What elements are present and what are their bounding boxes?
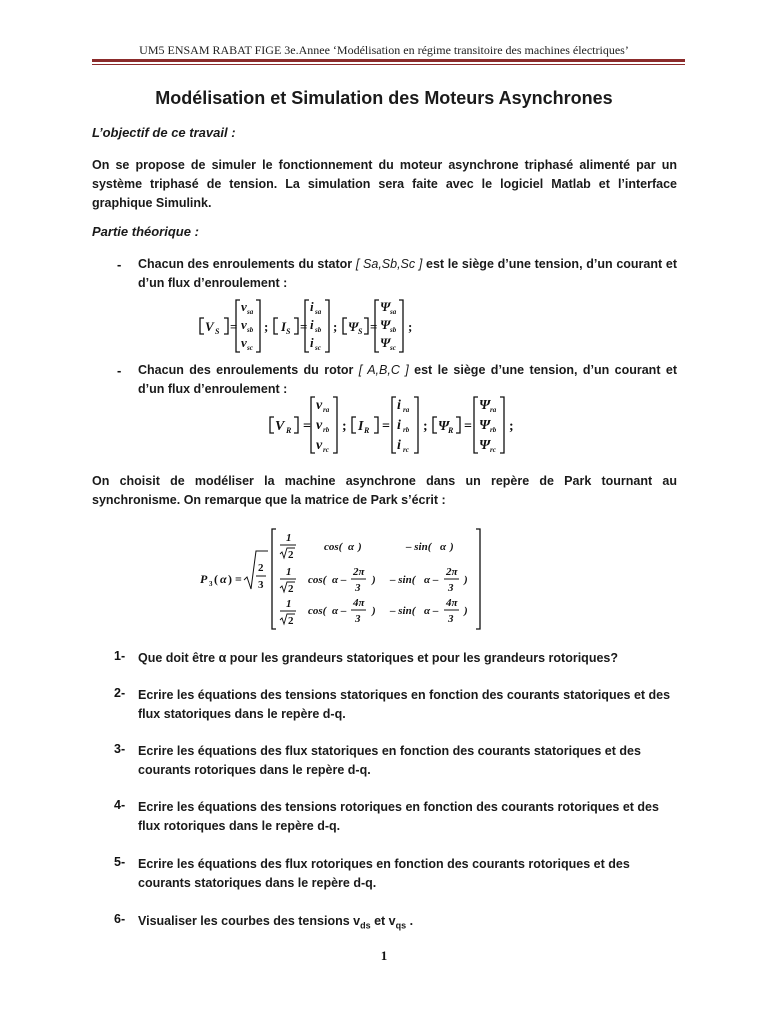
svg-text:S: S	[358, 327, 363, 336]
svg-text:– sin(: – sin(	[390, 605, 416, 617]
svg-text:sb: sb	[247, 326, 254, 334]
svg-text:α: α	[348, 541, 355, 553]
svg-text:Ψ: Ψ	[380, 335, 391, 350]
svg-text:Ψ: Ψ	[348, 319, 359, 334]
svg-text:i: i	[310, 317, 314, 332]
rotor-bullet-text-a: Chacun des enroulements du rotor	[138, 363, 359, 377]
svg-text:sb: sb	[390, 326, 397, 334]
svg-text:I: I	[358, 419, 364, 434]
svg-text:Ψ: Ψ	[479, 418, 491, 433]
svg-text:ra: ra	[490, 406, 497, 414]
document-title: Modélisation et Simulation des Moteurs Asynchrones	[155, 88, 613, 108]
svg-text:S: S	[286, 327, 291, 336]
svg-text:P: P	[200, 572, 208, 586]
svg-text:sc: sc	[247, 344, 253, 352]
svg-text:2: 2	[288, 583, 294, 595]
svg-text:α: α	[440, 541, 447, 553]
svg-text:Ψ: Ψ	[438, 419, 450, 434]
park-paragraph: On choisit de modéliser la machine asynchrone dans un repère de Park tournant au synchronisme. On remarque que la matrice de Park s’écrit :	[92, 474, 677, 507]
question-number: 4-	[114, 798, 126, 812]
svg-text:3: 3	[355, 582, 361, 594]
svg-text:): )	[358, 541, 362, 553]
question-number: 1-	[114, 649, 126, 663]
svg-text:2π: 2π	[353, 566, 365, 578]
svg-text:v: v	[316, 418, 323, 433]
park-matrix-formula	[200, 525, 490, 633]
svg-text:3: 3	[355, 613, 361, 625]
svg-text:v: v	[316, 398, 323, 413]
svg-text:Ψ: Ψ	[479, 398, 491, 413]
svg-text:3: 3	[258, 579, 264, 591]
svg-text:sc: sc	[315, 344, 321, 352]
svg-text:1: 1	[286, 532, 292, 544]
svg-text:v: v	[241, 317, 247, 332]
question-number: 3-	[114, 742, 126, 756]
svg-text:=: =	[300, 319, 308, 334]
svg-text:sc: sc	[390, 344, 396, 352]
svg-text:;: ;	[264, 319, 269, 334]
question-text-c: .	[406, 914, 414, 928]
svg-text:;: ;	[342, 419, 347, 434]
svg-text:α –: α –	[424, 574, 439, 586]
stator-bullet-text-a: Chacun des enroulements du stator	[138, 257, 356, 271]
svg-text:): )	[464, 574, 468, 586]
svg-text:α: α	[220, 572, 227, 586]
svg-text:;: ;	[333, 319, 338, 334]
svg-text:1: 1	[286, 566, 292, 578]
question-text: Que doit être α pour les grandeurs statoriques et pour les grandeurs rotoriques?	[138, 651, 618, 665]
svg-text:1: 1	[286, 598, 292, 610]
running-header: UM5 ENSAM RABAT FIGE 3e.Annee ‘Modélisation en régime transitoire des machines électriques’	[139, 43, 629, 57]
stator-windings-label: [ Sa,Sb,Sc ]	[355, 257, 423, 271]
question-text-b: et v	[370, 914, 396, 928]
question-text: Ecrire les équations des flux statoriques en fonction des courants statoriques et des courants rotoriques dans le repère d-q.	[138, 744, 641, 777]
svg-text:3: 3	[448, 582, 454, 594]
question-text: Ecrire les équations des flux rotoriques en fonction des courants rotoriques et des courants statoriques dans le repère d-q.	[138, 857, 630, 890]
svg-text:Ψ: Ψ	[380, 299, 391, 314]
question-number: 2-	[114, 686, 126, 700]
rotor-bullet-text-b: est le siège d’une tension, d’un courant et d’un flux d’enroulement :	[138, 363, 677, 396]
objective-heading: L’objectif de ce travail :	[92, 125, 236, 140]
svg-text:=: =	[370, 319, 378, 334]
question-text	[138, 912, 678, 936]
svg-text:=: =	[464, 419, 472, 434]
svg-text:rc: rc	[323, 446, 329, 454]
svg-text:i: i	[397, 438, 401, 453]
svg-text:) =: ) =	[228, 572, 242, 586]
svg-text:α –: α –	[424, 605, 439, 617]
svg-text:α –: α –	[332, 574, 347, 586]
svg-text:sa: sa	[247, 308, 254, 316]
svg-text:V: V	[205, 319, 214, 334]
question-number: 5-	[114, 855, 126, 869]
svg-text:I: I	[281, 319, 287, 334]
svg-text:rb: rb	[490, 426, 497, 434]
svg-text:rb: rb	[323, 426, 330, 434]
svg-text:): )	[450, 541, 454, 553]
svg-text:Ψ: Ψ	[479, 438, 491, 453]
svg-text:cos(: cos(	[308, 605, 327, 617]
theory-heading: Partie théorique :	[92, 224, 199, 239]
svg-text:ra: ra	[403, 406, 410, 414]
objective-paragraph: On se propose de simuler le fonctionnement du moteur asynchrone triphasé alimenté par un système triphasé de tension. La simulation sera faite avec le logiciel Matlab et l’interface graphique Simulink.	[92, 158, 677, 210]
svg-text:;: ;	[509, 419, 514, 434]
question-text-a: Visualiser les courbes des tensions v	[138, 914, 361, 928]
svg-text:cos(: cos(	[324, 541, 343, 553]
svg-text:rb: rb	[403, 426, 410, 434]
rotor-vectors-formula	[266, 393, 526, 457]
svg-text:;: ;	[423, 419, 428, 434]
bullet-dash: -	[117, 257, 122, 272]
header-rule-thick	[92, 59, 685, 62]
header-rule-thin	[92, 64, 685, 65]
bullet-dash: -	[117, 363, 122, 378]
svg-text:sa: sa	[390, 308, 397, 316]
svg-text:ra: ra	[323, 406, 330, 414]
svg-text:v: v	[241, 335, 247, 350]
question-number: 6-	[114, 912, 126, 926]
svg-text:R: R	[448, 426, 454, 435]
svg-text:4π: 4π	[353, 597, 365, 609]
svg-text:sb: sb	[315, 326, 322, 334]
svg-text:– sin(: – sin(	[406, 541, 432, 553]
vds-subscript: ds	[360, 920, 371, 931]
svg-text:i: i	[310, 299, 314, 314]
svg-text:V: V	[275, 419, 285, 434]
svg-text:(: (	[214, 572, 218, 586]
svg-text:rc: rc	[490, 446, 496, 454]
question-text: Ecrire les équations des tensions rotoriques en fonction des courants rotoriques et des flux rotoriques dans le repère d-q.	[138, 800, 659, 833]
svg-text:S: S	[215, 327, 220, 336]
svg-text:): )	[372, 574, 376, 586]
svg-text:2: 2	[258, 562, 264, 574]
svg-text:rc: rc	[403, 446, 409, 454]
stator-vectors-formula	[196, 296, 436, 356]
rotor-windings-label: [ A,B,C ]	[358, 363, 409, 377]
svg-text:=: =	[303, 419, 311, 434]
svg-text:2: 2	[288, 549, 294, 561]
svg-text:): )	[464, 605, 468, 617]
page-number: 1	[380, 948, 388, 963]
svg-text:=: =	[230, 319, 238, 334]
stator-bullet	[138, 255, 677, 293]
svg-text:sa: sa	[315, 308, 322, 316]
svg-text:2π: 2π	[446, 566, 458, 578]
question-text: Ecrire les équations des tensions statoriques en fonction des courants statoriques et des flux statoriques dans le repère d-q.	[138, 688, 671, 721]
svg-text:v: v	[316, 438, 323, 453]
svg-text:i: i	[310, 335, 314, 350]
svg-text:R: R	[364, 426, 370, 435]
svg-text:2: 2	[288, 615, 294, 627]
svg-text:4π: 4π	[446, 597, 458, 609]
svg-text:cos(: cos(	[308, 574, 327, 586]
svg-text:R: R	[286, 426, 292, 435]
svg-text:Ψ: Ψ	[380, 317, 391, 332]
vqs-subscript: qs	[395, 920, 407, 931]
svg-text:i: i	[397, 418, 401, 433]
svg-text:v: v	[241, 299, 247, 314]
svg-text:i: i	[397, 398, 401, 413]
stator-bullet-text-b: est le siège d’une tension, d’un courant et d’un flux d’enroulement :	[138, 257, 677, 290]
svg-text:α –: α –	[332, 605, 347, 617]
svg-text:3: 3	[209, 580, 213, 588]
svg-text:– sin(: – sin(	[390, 574, 416, 586]
svg-text:): )	[372, 605, 376, 617]
svg-text:3: 3	[448, 613, 454, 625]
svg-text:=: =	[382, 419, 390, 434]
svg-text:;: ;	[408, 319, 413, 334]
